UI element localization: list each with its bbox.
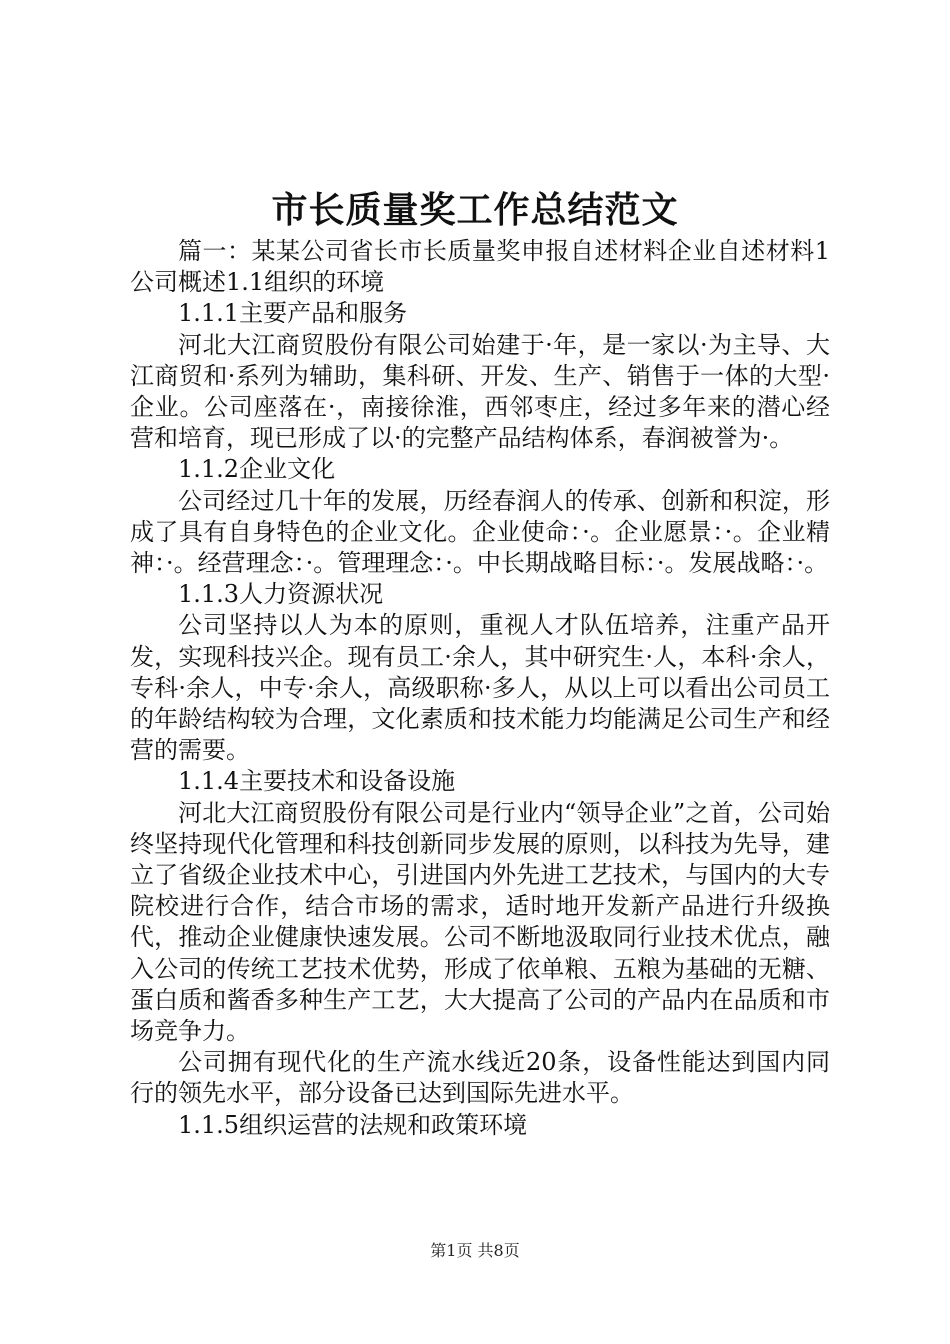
page-footer: 第1页 共8页 xyxy=(430,1241,520,1260)
section-heading-1-1-1: 1.1.1主要产品和服务 xyxy=(178,299,408,328)
paragraph-intro: 篇一：某某公司省长市长质量奖申报自述材料企业自述材料1公司概述1.1组织的环境 xyxy=(130,237,830,297)
document-title: 市长质量奖工作总结范文 xyxy=(271,189,679,231)
paragraph-human-resources: 公司坚持以人为本的原则，重视人才队伍培养，注重产品开发，实现科技兴企。现有员工·余人，其中研究生·人，本科·余人，专科·余人，中专·余人，高级职称·多人，从以上可以看出公司员工的年龄结构较为合理，文化素质和技术能力均能满足公司生产和经营的需要。 xyxy=(130,611,830,765)
document-body xyxy=(130,236,830,1141)
paragraph-technology: 河北大江商贸股份有限公司是行业内“领导企业”之首，公司始终坚持现代化管理和科技创新同步发展的原则，以科技为先导，建立了省级企业技术中心，引进国内外先进工艺技术，与国内的大专院校进行合作，结合市场的需求，适时地开发新产品进行升级换代，推动企业健康快速发展。公司不断地汲取同行业技术优点，融入公司的传统工艺技术优势，形成了依单粮、五粮为基础的无糖、蛋白质和酱香多种生产工艺，大大提高了公司的产品内在品质和市场竞争力。 xyxy=(130,798,830,1046)
section-heading-1-1-3: 1.1.3人力资源状况 xyxy=(178,580,384,609)
section-heading-1-1-5: 1.1.5组织运营的法规和政策环境 xyxy=(178,1110,528,1139)
paragraph-equipment: 公司拥有现代化的生产流水线近20条，设备性能达到国内同行的领先水平，部分设备已达到国际先进水平。 xyxy=(130,1048,830,1108)
paragraph-culture: 公司经过几十年的发展，历经春润人的传承、创新和积淀，形成了具有自身特色的企业文化。企业使命：·。企业愿景：·。企业精神：·。经营理念：·。管理理念：·。中长期战略目标：·。发展战略：·。 xyxy=(130,486,830,578)
section-heading-1-1-4: 1.1.4主要技术和设备设施 xyxy=(178,767,456,796)
section-heading-1-1-2: 1.1.2企业文化 xyxy=(178,455,336,484)
paragraph-products: 河北大江商贸股份有限公司始建于·年，是一家以·为主导、大江商贸和·系列为辅助，集科研、开发、生产、销售于一体的大型·企业。公司座落在·，南接徐淮，西邻枣庄，经过多年来的潜心经营和培育，现已形成了以·的完整产品结构体系，春润被誉为·。 xyxy=(130,330,830,453)
